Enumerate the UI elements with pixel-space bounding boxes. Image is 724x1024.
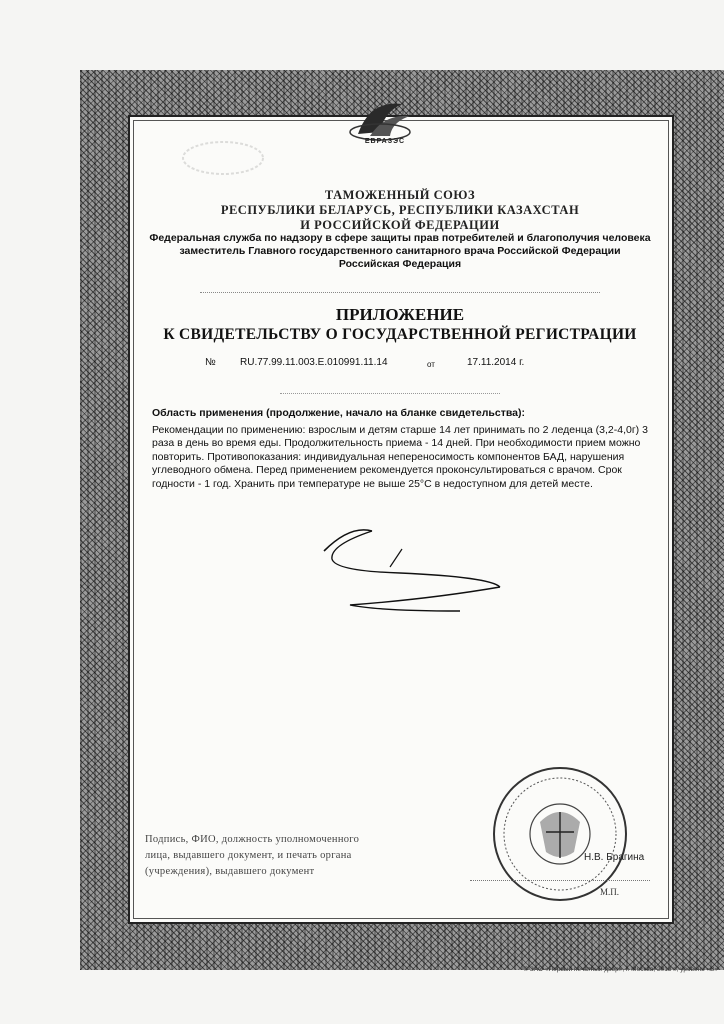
- signatory-line-2: лица, выдавшего документ, и печать органа: [145, 850, 352, 861]
- signatory-line-1: Подпись, ФИО, должность уполномоченного: [145, 834, 360, 845]
- union-line-1: ТАМОЖЕННЫЙ СОЮЗ: [324, 188, 476, 202]
- divider-line: [200, 292, 600, 293]
- signatory-caption: [145, 832, 435, 880]
- from-label: от: [427, 360, 435, 369]
- signatory-line-3: (учреждения), выдавшего документ: [145, 866, 315, 877]
- usage-recommendations: Рекомендации по применению: взрослым и детям старше 14 лет принимать по 2 леденца (3,2-4,0г) 3 раза в день во время еды. Продолжительность приема - 14 дней. При необходимости прием можно повторить. Противопоказания: индивидуальная непереносимость компонентов БАД, нарушения углеводного обмена. Перед применением рекомендуется проконсультироваться с врачом. Срок годности - 1 год. Хранить при температуре не выше 25°С в недоступном для детей месте.: [152, 423, 648, 490]
- document-body: [152, 407, 652, 492]
- handwritten-signature: [310, 515, 510, 620]
- union-line-2: РЕСПУБЛИКИ БЕЛАРУСЬ, РЕСПУБЛИКИ КАЗАХСТАН: [220, 203, 580, 217]
- scope-heading: Область применения (продолжение, начало на бланке свидетельства):: [152, 407, 525, 419]
- seal-place-mark: М.П.: [600, 887, 620, 897]
- number-sign: №: [205, 357, 216, 368]
- title-line-2: К СВИДЕТЕЛЬСТВУ О ГОСУДАРСТВЕННОЙ РЕГИСТРАЦИИ: [163, 326, 637, 343]
- printer-imprint: © ЗАО «Первый печатный двор», г. Москва, 2013 г., уровень «В»: [523, 966, 718, 973]
- union-line-3: И РОССИЙСКОЙ ФЕДЕРАЦИИ: [300, 218, 500, 232]
- document-title: [130, 305, 670, 345]
- registration-number: RU.77.99.11.003.E.010991.11.14: [240, 357, 388, 368]
- signature-line: [470, 880, 650, 881]
- title-line-1: ПРИЛОЖЕНИЕ: [335, 305, 465, 324]
- union-title: [130, 188, 670, 233]
- issuing-agency: [130, 232, 670, 271]
- official-seal: [488, 762, 668, 907]
- registration-date: 17.11.2014 г.: [467, 357, 525, 368]
- divider-line-2: [280, 393, 500, 394]
- agency-line-3: Российская Федерация: [338, 258, 462, 270]
- logo-caption: ЕВРАЗЭС: [364, 138, 406, 145]
- faint-stamp-mark: [178, 138, 268, 178]
- signer-name: Н.В. Брагина: [584, 852, 645, 863]
- agency-line-2: заместитель Главного государственного санитарного врача Российской Федерации: [179, 245, 621, 257]
- agency-line-1: Федеральная служба по надзору в сфере защиты прав потребителей и благополучия человека: [149, 232, 651, 244]
